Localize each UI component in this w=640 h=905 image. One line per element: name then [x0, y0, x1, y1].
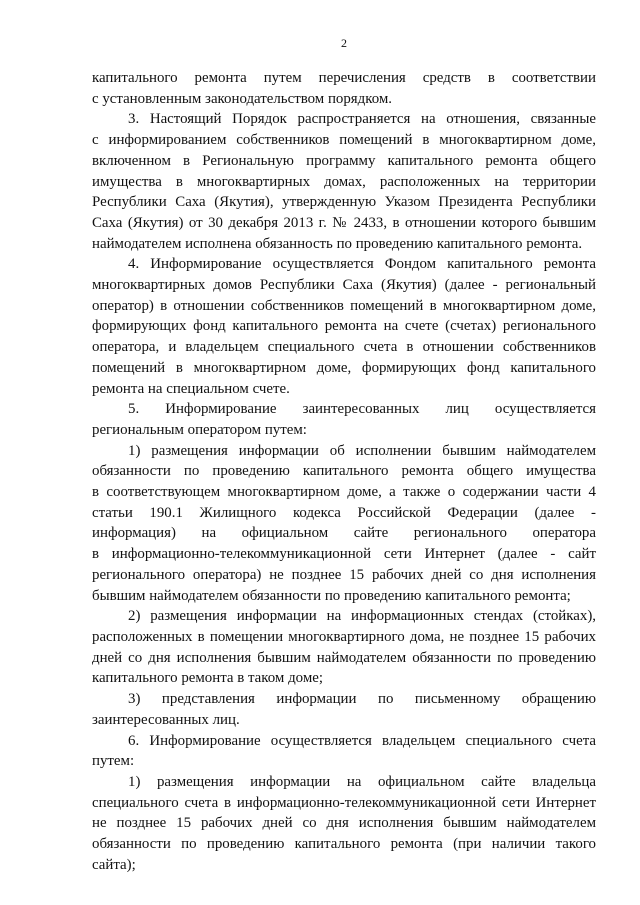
text-line: специального счета в информационно-телекоммуникационной сети Интернет	[92, 794, 596, 811]
document-body	[92, 68, 596, 875]
paragraph	[92, 772, 596, 876]
text-line: включенном в Региональную программу капитального ремонта общего	[92, 152, 596, 169]
text-line: сайта);	[92, 856, 136, 873]
text-line: 2) размещения информации на информационных стендах (стойках),	[128, 608, 596, 625]
text-line: не позднее 15 рабочих дней со дня исполнения бывшим наймодателем	[92, 815, 596, 832]
text-line: заинтересованных лиц.	[92, 711, 240, 728]
paragraph	[92, 399, 596, 440]
text-line: путем:	[92, 753, 135, 770]
text-line: расположенных в помещении многоквартирного дома, не позднее 15 рабочих	[92, 628, 596, 645]
text-line: с информированием собственников помещений в многоквартирном доме,	[92, 132, 596, 149]
text-line: Саха (Якутия) от 30 декабря 2013 г. № 2433, в отношении которого бывшим	[92, 214, 596, 231]
text-line: оператора, и владельцем специального счета в отношении собственников	[92, 339, 596, 356]
text-line: 5. Информирование заинтересованных лиц осуществляется	[128, 401, 596, 418]
paragraph	[92, 689, 596, 730]
text-line: информация) на официальном сайте регионального оператора	[92, 525, 596, 542]
paragraph	[92, 109, 596, 254]
text-line: региональным оператором путем:	[92, 421, 307, 438]
text-line: формирующих фонд капитального ремонта на счете (счетах) регионального	[92, 318, 596, 335]
paragraph	[92, 441, 596, 607]
page-number: 2	[341, 36, 347, 50]
text-line: помещений в многоквартирном доме, формирующих фонд капитального	[92, 359, 596, 376]
paragraph	[92, 731, 596, 772]
text-line: 3. Настоящий Порядок распространяется на отношения, связанные	[128, 111, 596, 128]
text-line: Республики Саха (Якутия), утвержденную Указом Президента Республики	[92, 194, 596, 211]
text-line: ремонта на специальном счете.	[92, 380, 290, 397]
text-line: обязанности по проведению капитального ремонта общего имущества	[92, 463, 596, 480]
document-page	[92, 36, 596, 875]
text-line: оператор) в отношении собственников помещений в многоквартирном доме,	[92, 297, 596, 314]
text-line: бывшим наймодателем обязанности по проведению капитального ремонта;	[92, 587, 571, 604]
text-line: 1) размещения информации об исполнении бывшим наймодателем	[128, 442, 596, 459]
paragraph	[92, 606, 596, 689]
text-line: дней со дня исполнения бывшим наймодателем обязанности по проведению	[92, 649, 596, 666]
text-line: 6. Информирование осуществляется владельцем специального счета	[128, 732, 596, 749]
text-line: капитального ремонта путем перечисления средств в соответствии	[92, 70, 596, 86]
text-line: в соответствующем многоквартирном доме, а также о содержании части 4	[92, 484, 596, 501]
text-line: имущества в многоквартирных домах, расположенных на территории	[92, 173, 596, 190]
text-line: 4. Информирование осуществляется Фондом капитального ремонта	[128, 256, 596, 273]
paragraph	[92, 68, 596, 109]
text-line: с установленным законодательством порядком.	[92, 90, 393, 107]
text-line: обязанности по проведению капитального ремонта (при наличии такого	[92, 836, 596, 853]
text-line: капитального ремонта в таком доме;	[92, 670, 323, 687]
text-line: 3) представления информации по письменному обращению	[128, 691, 596, 708]
text-line: регионального оператора) не позднее 15 рабочих дней со дня исполнения	[92, 566, 596, 583]
paragraph	[92, 254, 596, 399]
text-line: многоквартирных домов Республики Саха (Якутия) (далее - региональный	[92, 277, 596, 294]
text-line: в информационно-телекоммуникационной сети Интернет (далее - сайт	[92, 546, 596, 563]
text-line: 1) размещения информации на официальном сайте владельца	[128, 773, 596, 790]
text-line: наймодателем исполнена обязанность по проведению капитального ремонта.	[92, 235, 583, 252]
text-line: статьи 190.1 Жилищного кодекса Российской Федерации (далее -	[92, 504, 596, 521]
